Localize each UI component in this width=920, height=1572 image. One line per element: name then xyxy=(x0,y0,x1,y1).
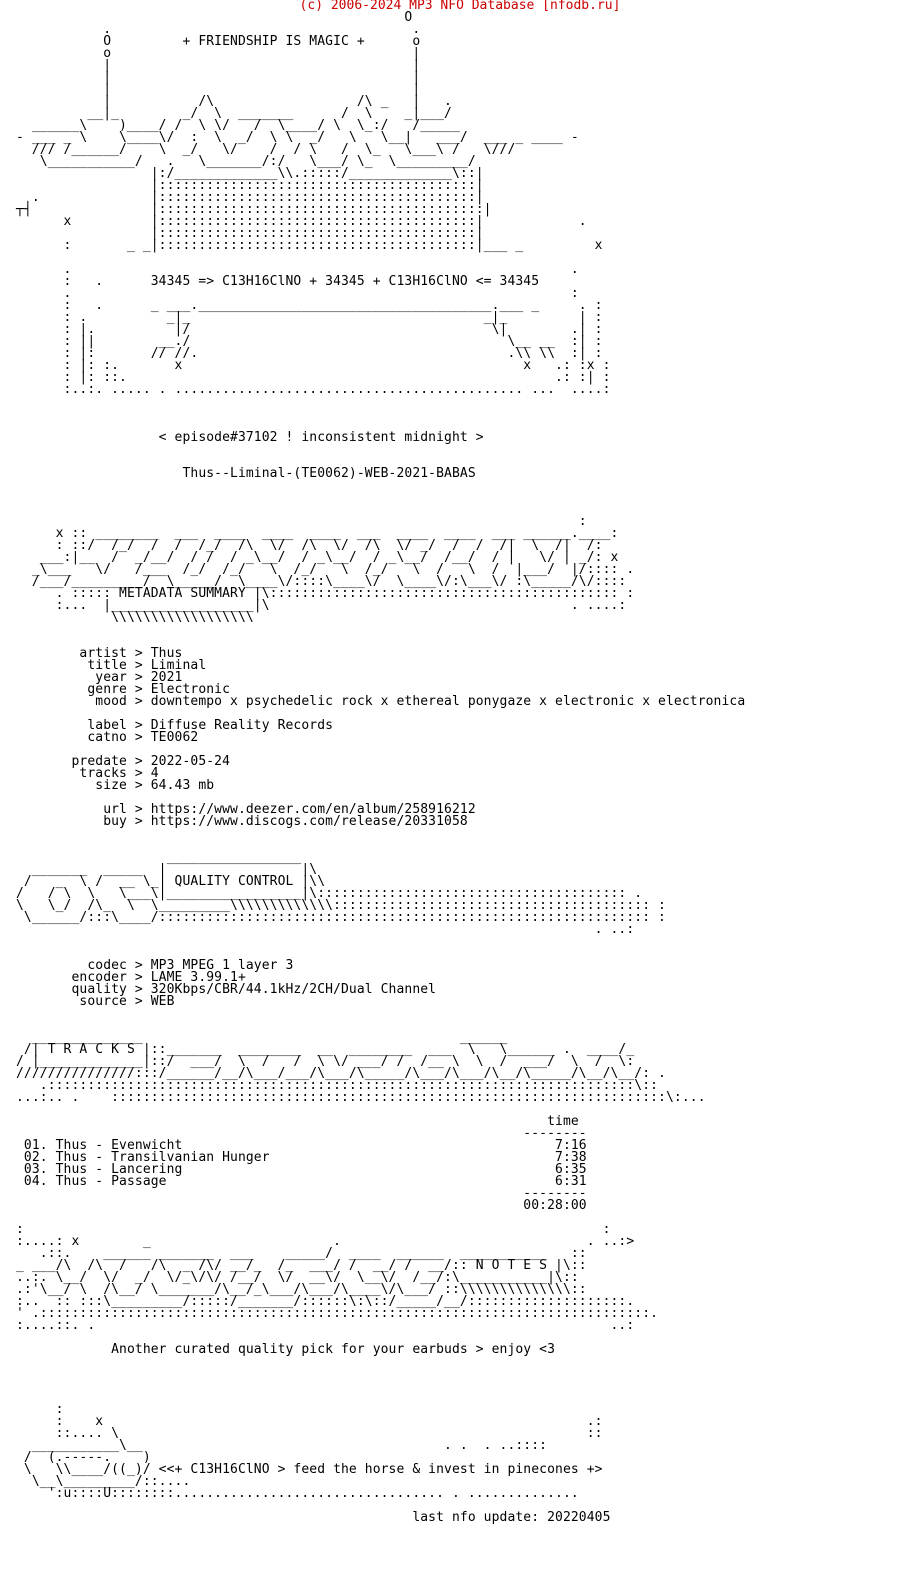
site-copyright-header: (c) 2006-2024 MP3 NFO Database [nfodb.ru] xyxy=(299,0,621,13)
nfo-document-text: O . . O + FRIENDSHIP IS MAGIC + o o | | | | | | | | /\ /\ _ | . __|_ _/ \ _______ / \ _|___/ ______\ )____/ / \ \/ / \____/ \ \_:/ /_____ - ___ _ \ \____\/ : \ _/ \ \ _/ \ \__| ___/ ___ _ ____ - /// /______/ \ _/ \/ / / \ / \_ \___\ / \/// \___________/ . \_______/:/ \___/ \_ \_________/ |:/_____________\\.:::::/_____________\::| |::::::::::::::::::::::::::::::::::::::::| . |::::::::::::::::::::::::::::::::::::::::| ┬┤ |:::::::::::::::::::::::::::::::::::::::::| x |::::::::::::::::::::::::::::::::::::::::| . |::::::::::::::::::::::::::::::::::::::::| : _ _|::::::::::::::::::::::::::::::::::::::::|___ _ x . . : . 34345 => C13H16ClNO + 34345 + C13H16ClNO <= 34345 . : : . _ ___._____________________________________.___ _ . : : . _|_ _|_ | : : |. |/ \| .| : : || __./ \__ __ :| : : |: // //. .\\ \\ :| : : |: :. x x .: :x : : |: ::. .: :| : :..:. ..... . ............................................ ... ....: < episode#37102 ! inconsistent midnight > Thus--Liminal-(TE0062)-WEB-2021-BABAS : x :: ________ ___ ____ ____ ____ ___ ____ ____ ___ ______.____: : ::/ /_/ / / /_/ /\ \/ /\ \/ /\ \/ _/ / / /| \ /| /: ___:|__ / _/__/ / / / _\__/ / _\__/ / _\__/ /__/ / | \/ | _/: x _\___ \/ /___ /_/ /_/ \ /_/ \ /_/ \ / \ / |___/ |/:::: . /___/_________/ \_____/ \____\/::::\____\/ \____\/:\___\/ :\_____/\/:::: . ::::: METADATA SUMMARY |\:::::::::::::::::::::::::::::::::::::::::::: : :... |__________________|\ . ....: \\\\\\\\\\\\\\\\\\ artist > Thus title > Liminal year > 2021 genre > Electronic mood > downtempo x psychedelic rock x ethereal ponygaze x electronic x electronica label > Diffuse Reality Records catno > TE0062 predate > 2022-05-24 tracks > 4 size > 64.43 mb url > https://www.deezer.com/en/album/258916212 buy > https://www.discogs.com/release/20331058 _________________ _______ _____ | |\ / _ \ / __ \_| QUALITY CONTROL |\\ / / \ \ \___\|_________________|\::::::::::::::::::::::::::::::::::::::: . \ \_/ /\_ \ \_________\\\\\\\\\\\\\:::::::::::::::::::::::::::::::::::::::: : \______/:::\____/:::::::::::::::::::::::::::::::::::::::::::::::::::::::::::::: : . ..: codec > MP3 MPEG 1 layer 3 encoder > LAME 3.99.1+ quality > 320Kbps/CBR/44.1kHz/2CH/Dual Channel source > WEB ______________ ______ /| T R A C K S |::_______ ________ __ ________ ___ \ \______ . ____/_ / |_____________|::/ ___/ \ / / \ \/ ___/ / /__ \ \ / ___/ \ / \: ///////////////:::/______/__/\___/___/\___/\_____/\___/\___/\__/\_____/\__/\__/: . .::::::::::::::::::::::::::::::::::::::::::::::::::::::::::::::::::::::::::\:: ...:.. . ::::::::::::::::::::::::::::::::::::::::::::::::::::::::::::::::::::::\:... time -------- 01. Thus - Evenwicht 7:16 02. Thus - Transilvanian Hunger 7:38 03. Thus - Lancering 6:35 04. Thus - Passage 6:31 -------- 00:28:00 : : :....: x _ . . ..:> .::. ______ _______ ___ _____/ ____ ______ ___________ :: _ ___/\ /\ / /\ _ /\/ __/_ /_ ___/ / __/ / __/:: N O T E S |\:: ..:. \__/ \/ _/ \/_\/\/ /__/ \/ __\/ \__\/ /__/:\___________|\:: .:'\__/ \ /\__/ \_______/\__/_\___/\___/\____\/\___/ ::\\\\\\\\\\\\\\:: :.. :: :::\_________/:::::/_______/::::::\:\::/_____/__/::::::::::::::::::::. ' .:::::::::::::::::::::::::::::::::::::::::::::::::::::::::::::::::::::::::::::. :....::. . ..: Another curated quality pick for your earbuds > enjoy <3 : : x .: ::.... \ :: ___________\__ . . . ..:::: / (.-----. ) \ \\____/((_)/ <<+ C13H16ClNO > feed the horse & invest in pinecones +> \__\_________/::.... ':u::::U::::::::.................................. . .............. last nfo update: 20220405 xyxy=(16,10,746,1525)
